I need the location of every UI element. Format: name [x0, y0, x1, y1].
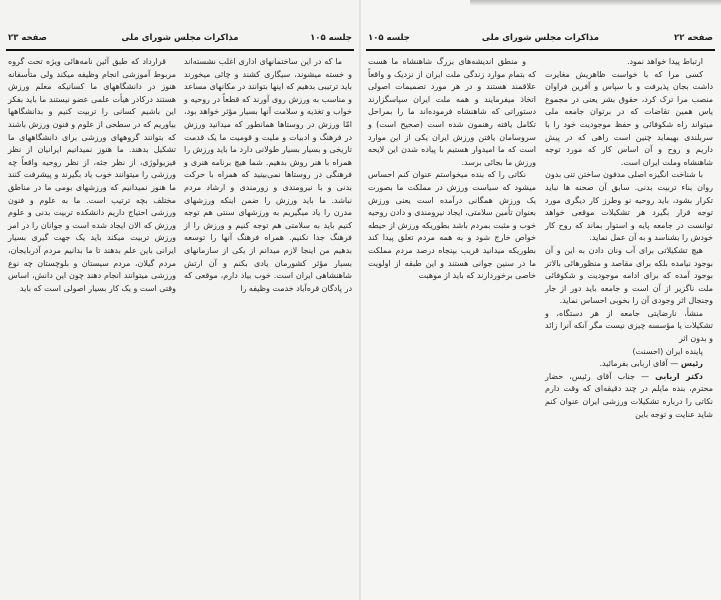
running-title: مذاکرات مجلس شورای ملی	[121, 33, 239, 43]
text-column-right	[184, 56, 352, 295]
speaker-name: دکتر اربابی	[655, 371, 703, 381]
session-number: جلسه ۱۰۵	[368, 33, 410, 43]
session-number: جلسه ۱۰۵	[310, 33, 352, 43]
left-page	[0, 0, 360, 600]
paragraph: ما که در این ساختمانهای اداری اغلب نشسته‌اند و خسته میشوند، سیگاری کشند و چائی میخورند باید ترتیبی بدهیم که اینها بتوانند در مکانهای مساعد و مناسب به ورزش روی آورند که قطعاً در روحیه و خواب و تغذیه و سلامت آنها بسیار مؤثر خواهد بود، امّا ورزش در روستاها همانطور که میدانید ورزش در فرهنگ و ادبیات و ملیت و قومیت ما یک قدمت تاریخی و بسیار بسیار طولانی دارد ما باید ورزش را همراه با هنر روش بدهیم. شما هیچ برنامه هنری و فرهنگی در روستاها نمی‌بینید که همراه با حرکت بدنی و با نیرومندی و زورمندی و ارشاد مردم نباشد. ما باید ورزش را ضمن اینکه ورزشهای مدرن را یاد میگیریم به ورزشهای سنتی هم توجه کنیم باید به سلامتی هم توجه کنیم و ورزش را از فرهنگ جدا نکنیم. همراه فرهنگ آنها را توسعه بدهیم من اینجا لازم میدانم از یکی از سازمانهای بسیار مؤثر کشورمان یادی بکنم و آن ارتش شاهنشاهی ایران است. خوب بیاد دارم، موقعی که در پادگان قره‌آباد خدمت وظیفه را	[184, 57, 352, 293]
speech-text: — جناب آقای رئیس، حضار محترم، بنده مایلم در چند دقیقه‌ای که وقت دارم نکاتی را درباره تشکیلات ورزشی ایران عنوان کنم شاید عنایت و توجه باین	[545, 371, 713, 419]
paragraph: پاینده ایران (احسنت)	[632, 346, 703, 356]
book-spine	[359, 0, 361, 600]
header-rule	[6, 49, 354, 51]
paragraph: ارتباط پیدا خواهد نمود.	[626, 57, 703, 66]
speech-text: — آقای اربابی بفرمائید.	[599, 359, 681, 369]
header-rule	[366, 49, 715, 51]
paragraph: منشأ، نارضایتی جامعه از هر دستگاه، و تشکیلات یا مؤسسه چیزی نیست مگر آنکه آنرا زائد و بدون اثر	[545, 308, 713, 344]
text-column-left	[368, 56, 536, 283]
speaker-name: رئیس	[680, 359, 703, 369]
text-column-right	[545, 56, 713, 421]
page-header	[8, 33, 352, 47]
scan-shadow	[470, 0, 721, 6]
speaker-line	[545, 371, 713, 421]
right-page	[360, 0, 721, 600]
paragraph: نکاتی را که بنده میخواستم عنوان کنم احساس میشود که سیاست ورزش در مملکت ما بصورت یک ورزش همگانی درآمده است یعنی ورزش بعنوان تأمین سلامتی، ایجاد نیرومندی و دادن روحیه خوب و مثبت بمردم باشد بطوریکه ورزش از حیطه خواص خارج شود و به همه مردم تعلق پیدا کند بطوریکه میدانید قریب بپنجاه درصد مردم مملکت ما در سنین جوانی هستند و این طبقه از اولویت خاصی برخوردارند که باید از موهبت	[368, 170, 536, 281]
running-title: مذاکرات مجلس شورای ملی	[481, 33, 600, 43]
paragraph: با شناخت انگیزه اصلی مدفون ساختن تنی بدون روان بناء تربیت بدنی. سابق آن صحنه ها نباید تکرار بشود، باید روحیه نو وطرز کار دیگری مورد توجه قرار بگیرد هر تشکیلات موقعی خواهد توانست در جامعه پایه و استوار بماند که روح کار خودش را بشناسد و به آن عمل نماید.	[545, 170, 713, 243]
page-number: صفحه ۲۲	[674, 33, 713, 43]
paragraph: کسی مرا که با خواست ظاهریش مغایرت داشت بجان پذیرفت و با سپاس و آفرین فراوان منصب مرا ترک کرد، حقوق بشر یعنی در مجموع یاس همین تقاضات که در برتوان جامعه ملی میتواند راه شکوفائی و حفظ موجودیت خود را با سربلندی بهیماید چنین است راهی که در پیش داریم و روح و آن اساس کار که مورد توجه شاهنشاه وملت ایران است.	[545, 69, 713, 167]
text-column-left	[8, 56, 176, 295]
page-header	[368, 33, 713, 47]
speaker-line	[545, 358, 713, 371]
paragraph: هیچ تشکیلاتی برای آب ونان دادن به این و آن بوجود نیامده بلکه برای مقاصد و منظورهائی بالاتر بوجود آمده که برای ادامه موجودیت و شکوفائی ملت ناگزیر از آن است و جامعه باید دور از جار وجنجال اثر وجودی آن را بخوبی احساس نماید.	[545, 245, 713, 306]
paragraph: قرارداد که طبق آئین نامه‌هائی ویژه تحت گروه مربوط آموزشی انجام وظیفه میکند ولی متأسفانه هنوز در دانشگاههای ما کسانیکه معلم ورزش هستند درکادر هیأت علمی عضو نیستند ما باید بفکر این باشیم کسانی را تربیت کنیم و بدانشگاهها بیاوریم که در سطحی از علوم و فنون ورزش باشند که بتوانند گروههای ورزشی برای دانشگاههای ما تشکیل بدهند. ما هنوز نمیدانیم ایرانیان از نظر فیزیولوژی، از نظر جثه، از نظر روحیه واقعاً چه ورزشی را میتوانند خوب یاد بگیرند و پیشرفت کنند ما هنوز نمیدانیم که ورزشهای بومی ما در مناطق مختلف بچه ترتیب است. ما به علوم و فنون ورزشی احتیاج داریم دانشکده تربیت بدنی و علوم ورزش که الان ایجاد شده است و جوانان را در امر ورزش تربیت میکند باید یک جهت گیری بسیار ایرانی باین علم بدهند تا ما بدانیم مردم آذربایجان، مردم گیلان، مردم سیستان و بلوچستان چه نوع ورزشی میتوانند انجام دهند چون این دانش، اساس وقتی است و یک کار بسیار اصولی است که باید	[8, 57, 176, 293]
page-number: صفحه ۲۳	[8, 33, 47, 43]
paragraph: و منطق اندیشه‌های بزرگ شاهنشاه ما هست که بتمام موارد زندگی ملت ایران از نزدیک و واقعاً علاقمند هستند و در هر مورد تصمیمات اصولی اتخاذ میفرمایند و همه ملت ایران سپاسگزارند دستوراتی که شاهنشاه فرموده‌اند ما را بمراحل تکامل یافته رهنمون شده است (صحیح است) و سروسامان یافتن ورزش ایران یکی از این موارد است که ما امیدوار هستیم با پیاده شدن این لایحه ورزش ما بجائی برسد.	[368, 57, 536, 167]
